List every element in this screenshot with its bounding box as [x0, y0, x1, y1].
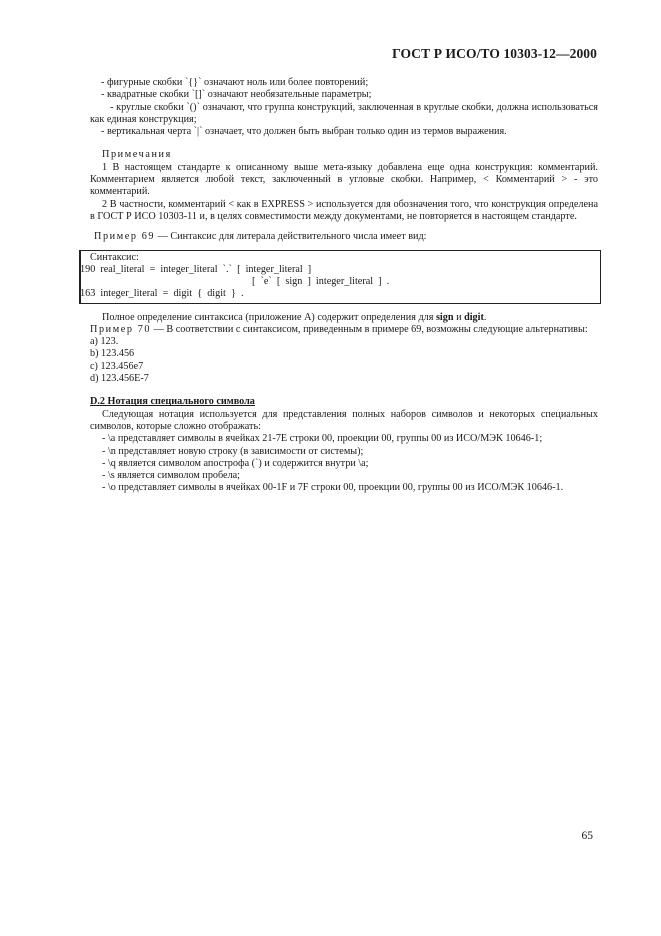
page-header: ГОСТ Р ИСО/ТО 10303-12—2000	[392, 46, 597, 61]
notation-list	[90, 433, 598, 494]
bullet-list	[90, 77, 598, 138]
example-69	[90, 231, 598, 243]
notation-item: - \s является символом пробела;	[102, 470, 241, 482]
section-intro: Следующая нотация используется для представления полных наборов символов и некоторых специальных символов, которые сложно отображать:	[90, 408, 598, 432]
example-label: Пример 69	[94, 231, 156, 243]
remark-text: .	[483, 311, 487, 323]
syntax-rule: 163 integer_literal = digit { digit } .	[80, 287, 244, 299]
alternative-item: а) 123.	[90, 336, 119, 348]
section-title: D.2 Нотация специального символа	[90, 396, 255, 408]
keyword-digit: digit	[464, 311, 484, 323]
example-text: — В соответствии с синтаксисом, приведенным в примере 69, возможны следующие альтернативы:	[151, 323, 588, 335]
notation-item: - \a представляет символы в ячейках 21-7E строки 00, проекции 00, группы 00 из ИСО/МЭК 10646-1;	[102, 433, 543, 445]
notes-label: Примечания	[102, 149, 172, 161]
notation-item: - \n представляет новую строку (в зависимости от системы);	[102, 445, 364, 457]
alternative-item: d) 123.456E-7	[90, 373, 149, 385]
syntax-remark	[90, 312, 598, 324]
example-70	[90, 324, 598, 336]
syntax-box	[79, 250, 601, 304]
bullet-item: - фигурные скобки `{}` означают ноль или более повторений;	[101, 77, 369, 88]
alternative-item: c) 123.456e7	[90, 360, 144, 372]
example-label: Пример 70	[90, 323, 152, 335]
alternatives-list	[90, 336, 598, 385]
remark-text: Полное определение синтаксиса (приложение А) содержит определения для	[102, 311, 436, 323]
note-item: 2 В частности, комментарий < как в EXPRESS > используется для обозначения того, что конструкция определена в ГОСТ Р ИСО 10303-11 и, в целях совместимости между документами, не повторяется в настоящем стандарте.	[90, 198, 598, 222]
alternative-item: b) 123.456	[90, 348, 135, 360]
notation-item: - \q является символом апострофа (`) и содержится внутри \a;	[102, 457, 369, 469]
bullet-item: - квадратные скобки `[]` означают необязательные параметры;	[101, 89, 372, 101]
page-content	[80, 77, 598, 495]
note-item: 1 В настоящем стандарте к описанному выше мета-языку добавлена еще одна конструкция: комментарий. Комментарием является любой текст, заключенный в угловые скобки. Например, < Комментарий > - это комментарий.	[90, 161, 598, 198]
syntax-rule-continuation: [ `e` [ sign ] integer_literal ] .	[252, 275, 390, 287]
keyword-sign: sign	[435, 311, 454, 323]
syntax-rule: 190 real_literal = integer_literal `.` [ integer_literal ]	[80, 263, 312, 275]
remark-text: и	[453, 311, 465, 323]
bullet-item: - вертикальная черта `|` означает, что должен быть выбран только один из термов выражения.	[101, 126, 507, 138]
example-text: — Синтаксис для литерала действительного числа имеет вид:	[155, 231, 427, 243]
bullet-item: - круглые скобки `()` означают, что группа конструкций, заключенная в круглые скобки, должна использоваться как единая конструкция;	[90, 101, 598, 125]
syntax-heading: Синтаксис:	[90, 251, 139, 263]
notation-item: - \o представляет символы в ячейках 00-1F и 7F строки 00, проекции 00, группы 00 из ИСО/МЭК 10646-1.	[102, 482, 564, 494]
page-number: 65	[581, 830, 593, 842]
